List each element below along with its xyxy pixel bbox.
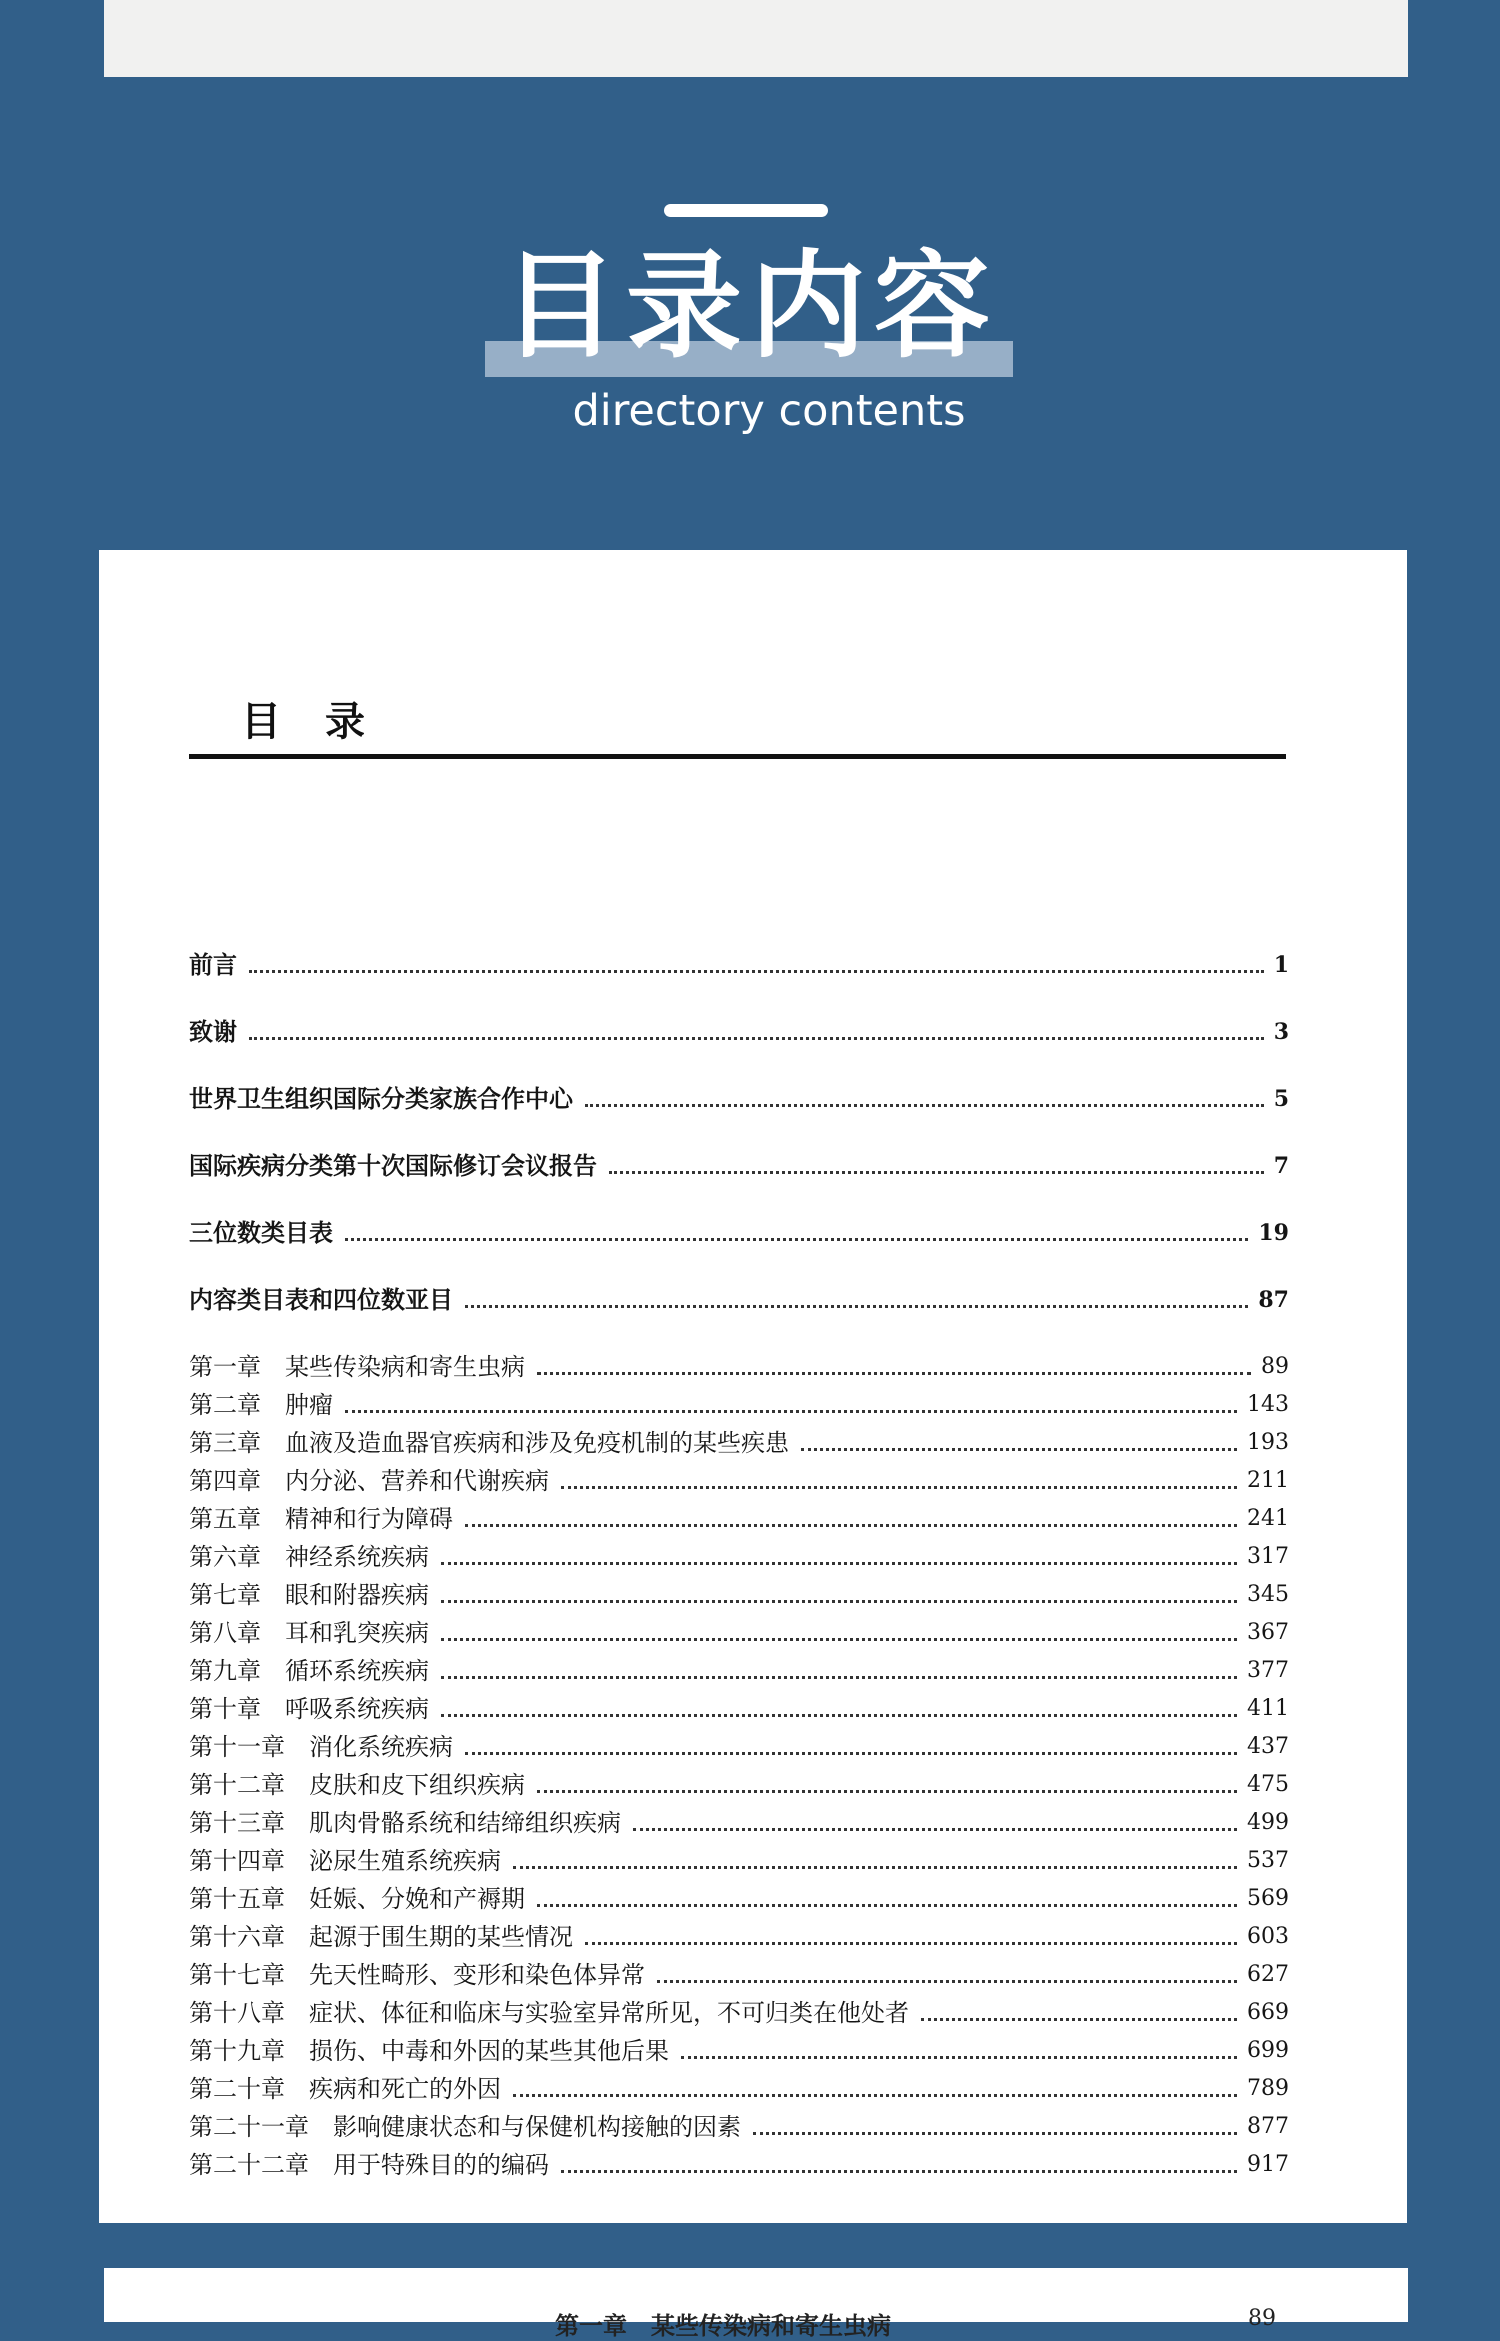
toc-label: 第三章 血液及造血器官疾病和涉及免疫机制的某些疾患 [189,1429,789,1457]
toc-label: 三位数类目表 [189,1218,333,1247]
toc-page-number: 87 [1258,1287,1289,1313]
leader-dots [921,2018,1237,2021]
toc-page-number: 699 [1247,2038,1289,2063]
toc-page-number: 5 [1273,1086,1289,1112]
toc-page-number: 7 [1273,1153,1289,1179]
leader-dots [753,2132,1237,2135]
leader-dots [537,1372,1251,1375]
leader-dots [249,1037,1264,1040]
leader-dots [561,2170,1237,2173]
toc-label: 致谢 [189,1017,237,1046]
toc-row-chapter[interactable] [189,1614,1289,1648]
leader-dots [537,1904,1237,1907]
toc-page-number: 499 [1247,1810,1289,1835]
toc-label: 前言 [189,950,237,979]
toc-page-number: 437 [1247,1734,1289,1759]
toc-page-number: 241 [1247,1506,1289,1531]
leader-dots [585,1104,1264,1107]
toc-row-chapter[interactable] [189,1576,1289,1610]
leader-dots [537,1790,1237,1793]
toc-label: 第十七章 先天性畸形、变形和染色体异常 [189,1961,645,1989]
leader-dots [609,1171,1264,1174]
toc-row-front[interactable] [189,1080,1289,1114]
leader-dots [441,1600,1237,1603]
toc-page-number: 537 [1247,1848,1289,1873]
toc-row-chapter[interactable] [189,1424,1289,1458]
toc-page-number: 917 [1247,2152,1289,2177]
toc-row-chapter[interactable] [189,2070,1289,2104]
toc-page-number: 345 [1247,1582,1289,1607]
toc-row-chapter[interactable] [189,1918,1289,1952]
toc-label: 世界卫生组织国际分类家族合作中心 [189,1084,573,1113]
leader-dots [441,1714,1237,1717]
leader-dots [249,970,1264,973]
leader-dots [681,2056,1237,2059]
toc-row-chapter[interactable] [189,1728,1289,1762]
toc-row-front[interactable] [189,1147,1289,1181]
toc-row-chapter[interactable] [189,2146,1289,2180]
toc-label: 国际疾病分类第十次国际修订会议报告 [189,1151,597,1180]
leader-dots [465,1752,1237,1755]
toc-label: 第十三章 肌肉骨骼系统和结缔组织疾病 [189,1809,621,1837]
toc-page [99,550,1407,2223]
toc-row-chapter[interactable] [189,1766,1289,1800]
toc-label: 第十六章 起源于围生期的某些情况 [189,1923,573,1951]
leader-dots [585,1942,1237,1945]
toc-page-number: 1 [1273,952,1289,978]
toc-label: 第十八章 症状、体征和临床与实验室异常所见，不可归类在他处者 [189,1999,909,2027]
banner-decor-bar [664,204,828,217]
toc-row-chapter[interactable] [189,1994,1289,2028]
toc-page-number: 603 [1247,1924,1289,1949]
toc-page-number: 789 [1247,2076,1289,2101]
toc-page-number: 411 [1247,1696,1289,1721]
toc-label: 第一章 某些传染病和寄生虫病 [189,1353,525,1381]
leader-dots [345,1238,1248,1241]
next-page-card [104,2268,1408,2340]
toc-page-number: 89 [1261,1354,1289,1379]
toc-label: 第八章 耳和乳突疾病 [189,1619,429,1647]
leader-dots [561,1486,1237,1489]
leader-dots [345,1410,1237,1413]
leader-dots [441,1676,1237,1679]
toc-row-chapter[interactable] [189,1348,1289,1382]
toc-row-chapter[interactable] [189,2108,1289,2142]
toc-page-number: 193 [1247,1430,1289,1455]
toc-label: 第二十章 疾病和死亡的外因 [189,2075,501,2103]
toc-label: 第四章 内分泌、营养和代谢疾病 [189,1467,549,1495]
next-page-heading: 第一章 某些传染病和寄生虫病 [555,2311,891,2340]
toc-page-number: 475 [1247,1772,1289,1797]
leader-dots [441,1638,1237,1641]
toc-row-chapter[interactable] [189,1956,1289,1990]
toc-row-front[interactable] [189,1013,1289,1047]
toc-label: 第十四章 泌尿生殖系统疾病 [189,1847,501,1875]
toc-label: 第六章 神经系统疾病 [189,1543,429,1571]
section-banner [0,190,1500,460]
toc-label: 第十二章 皮肤和皮下组织疾病 [189,1771,525,1799]
toc-label: 第七章 眼和附器疾病 [189,1581,429,1609]
toc-page-number: 3 [1273,1019,1289,1045]
toc-page-number: 367 [1247,1620,1289,1645]
toc-label: 第五章 精神和行为障碍 [189,1505,453,1533]
toc-page-number: 669 [1247,2000,1289,2025]
toc-row-chapter[interactable] [189,2032,1289,2066]
toc-page-number: 377 [1247,1658,1289,1683]
leader-dots [465,1524,1237,1527]
toc-page-number: 143 [1247,1392,1289,1417]
toc-row-front[interactable] [189,1281,1289,1315]
toc-label: 第二十一章 影响健康状态和与保健机构接触的因素 [189,2113,741,2141]
leader-dots [633,1828,1237,1831]
toc-row-chapter[interactable] [189,1386,1289,1420]
leader-dots [657,1980,1237,1983]
title-rule [189,754,1286,759]
banner-subtitle: directory contents [572,386,966,436]
toc-page-number: 627 [1247,1962,1289,1987]
leader-dots [465,1305,1248,1308]
leader-dots [801,1448,1237,1451]
leader-dots [513,1866,1237,1869]
banner-title: 目录内容 [502,239,998,374]
toc-label: 第二章 肿瘤 [189,1391,333,1419]
toc-label: 第九章 循环系统疾病 [189,1657,429,1685]
toc-page-number: 19 [1258,1220,1289,1246]
toc-row-chapter[interactable] [189,1500,1289,1534]
toc-row-chapter[interactable] [189,1538,1289,1572]
toc-row-chapter[interactable] [189,1462,1289,1496]
toc-label: 第十五章 妊娠、分娩和产褥期 [189,1885,525,1913]
page-title: 目录 [241,699,409,745]
toc-label: 第十一章 消化系统疾病 [189,1733,453,1761]
toc-page-number: 569 [1247,1886,1289,1911]
toc-row-chapter[interactable] [189,1842,1289,1876]
toc-row-chapter[interactable] [189,1804,1289,1838]
toc-row-chapter[interactable] [189,1690,1289,1724]
toc-label: 第二十二章 用于特殊目的的编码 [189,2151,549,2179]
toc-row-chapter[interactable] [189,1880,1289,1914]
toc-row-chapter[interactable] [189,1652,1289,1686]
leader-dots [513,2094,1237,2097]
toc-page-number: 877 [1247,2114,1289,2139]
next-page-number: 89 [1248,2306,1276,2331]
previous-page-card [104,0,1408,77]
toc-label: 第十九章 损伤、中毒和外因的某些其他后果 [189,2037,669,2065]
leader-dots [441,1562,1237,1565]
toc-row-front[interactable] [189,946,1289,980]
toc-page-number: 317 [1247,1544,1289,1569]
toc-label: 第十章 呼吸系统疾病 [189,1695,429,1723]
toc-label: 内容类目表和四位数亚目 [189,1285,453,1314]
toc-row-front[interactable] [189,1214,1289,1248]
toc-page-number: 211 [1247,1468,1289,1493]
